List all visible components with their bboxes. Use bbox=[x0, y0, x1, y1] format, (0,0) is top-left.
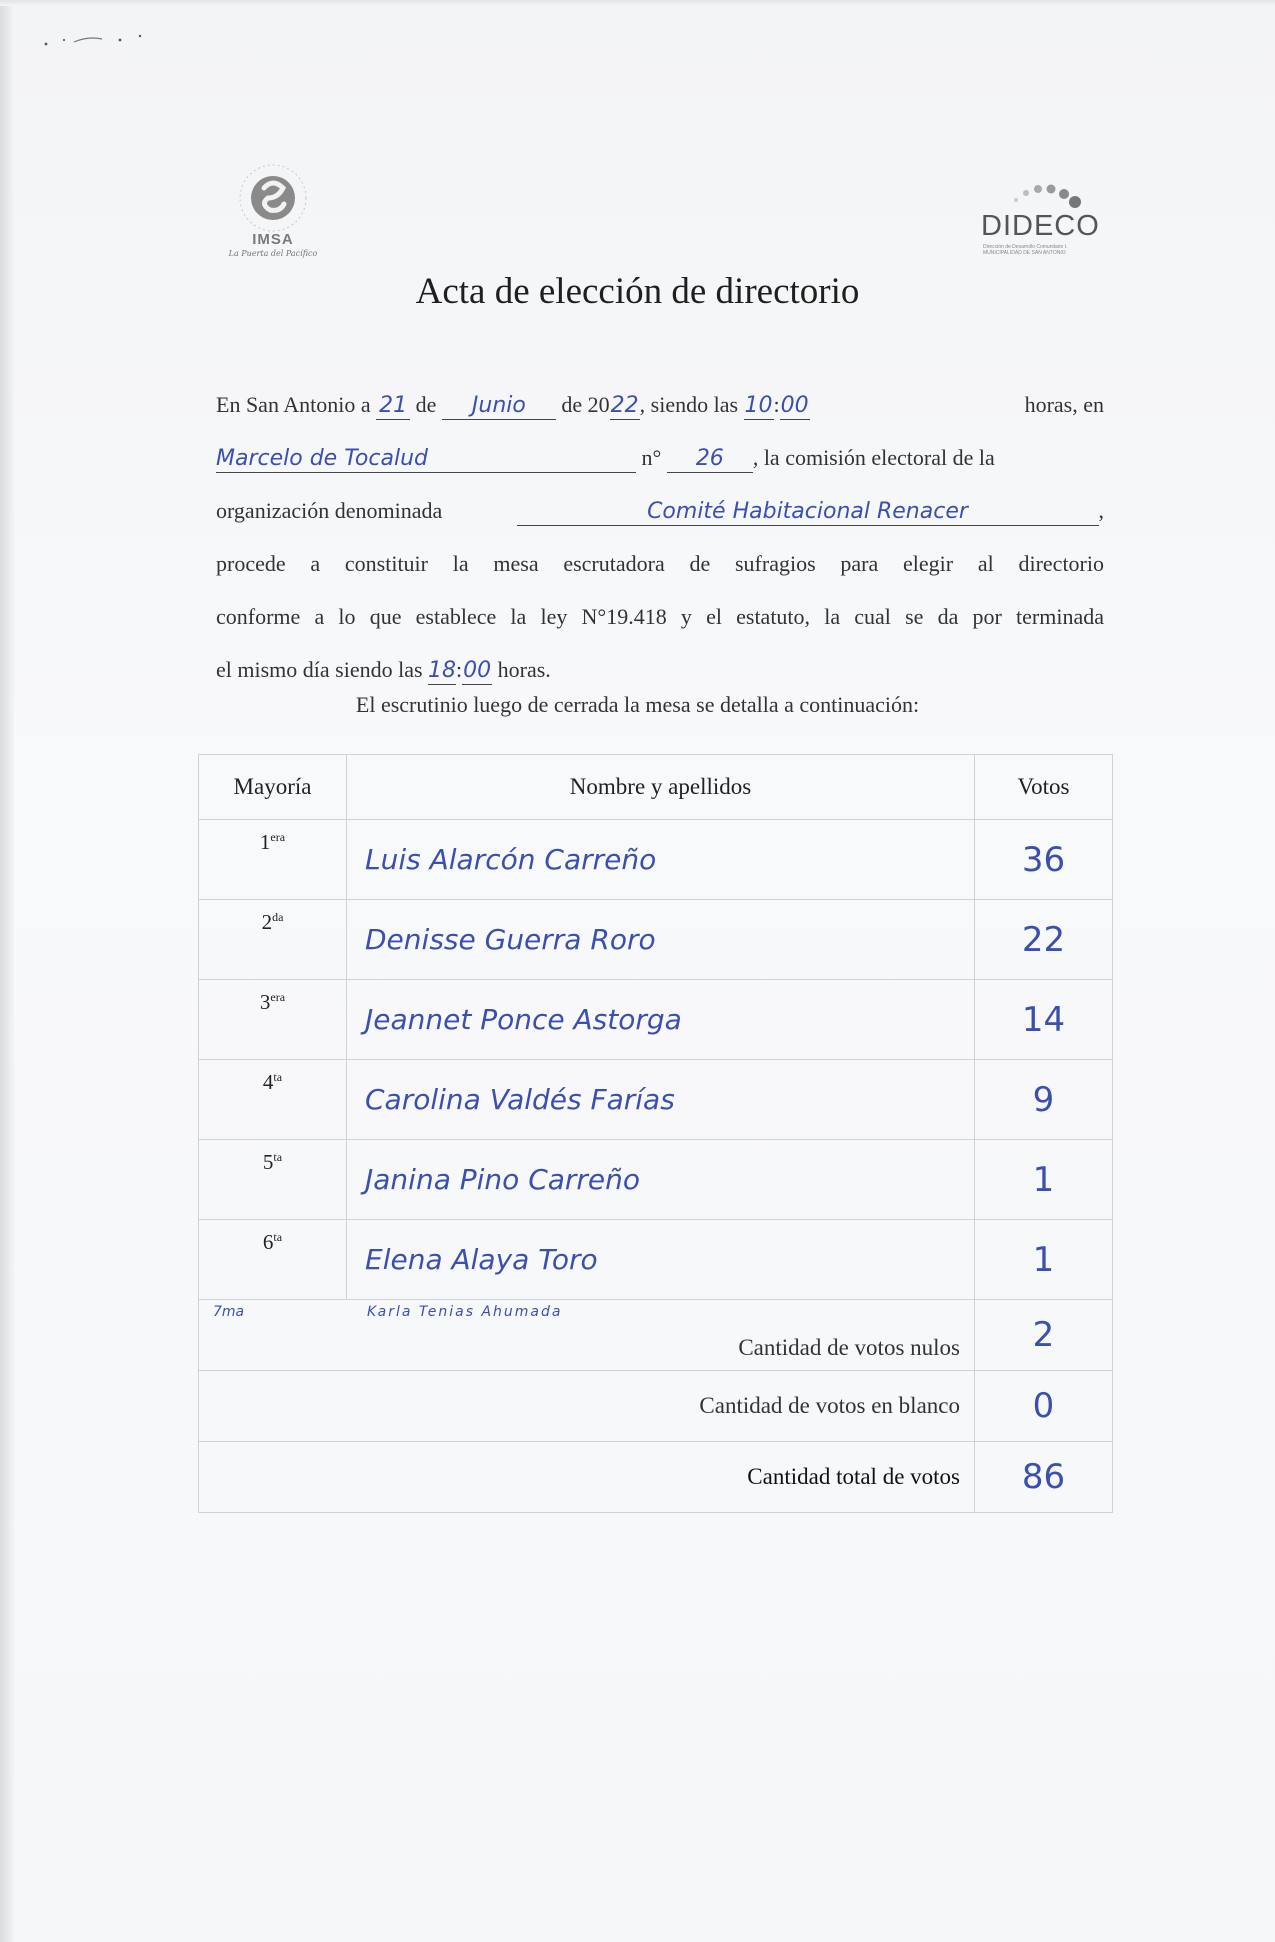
rank-cell: $6^{ta}$ bbox=[199, 1220, 347, 1300]
acta-org-name: Comité Habitacional Renacer bbox=[517, 499, 1099, 526]
acta-l1-de2: de 20 bbox=[561, 392, 610, 417]
candidate-name: Elena Alaya Toro bbox=[347, 1220, 975, 1300]
candidate-name: Luis Alarcón Carreño bbox=[347, 820, 975, 900]
header-name: Nombre y apellidos bbox=[347, 755, 975, 820]
acta-l2-suffix: , la comisión electoral de la bbox=[752, 445, 995, 470]
acta-l1-siendo: , siendo las bbox=[639, 392, 739, 417]
acta-location: Marcelo de Tocalud bbox=[216, 446, 636, 473]
dideco-logo bbox=[978, 178, 1108, 258]
summary-value: 86 bbox=[975, 1442, 1113, 1513]
acta-number: 26 bbox=[667, 446, 753, 473]
candidate-name: Janina Pino Carreño bbox=[347, 1140, 975, 1220]
rank-cell: $1^{era}$ bbox=[199, 820, 347, 900]
acta-start-colon: : bbox=[773, 392, 780, 417]
extra-candidate-name: Karla Tenias Ahumada bbox=[367, 1304, 563, 1320]
page-title: Acta de elección de directorio bbox=[415, 271, 860, 312]
extra-candidate-rank: 7ma bbox=[213, 1304, 245, 1320]
candidate-name: Carolina Valdés Farías bbox=[347, 1060, 975, 1140]
table-row bbox=[199, 1140, 1113, 1220]
header-rank: Mayoría bbox=[199, 755, 347, 820]
header-votes: Votos bbox=[975, 755, 1113, 820]
acta-month: Junio bbox=[442, 393, 556, 420]
table-row bbox=[199, 900, 1113, 980]
dideco-logo-word: DIDECO bbox=[981, 210, 1100, 242]
rank-cell: $3^{era}$ bbox=[199, 980, 347, 1060]
rank-cell: $5^{ta}$ bbox=[199, 1140, 347, 1220]
acta-paragraph bbox=[216, 378, 1104, 696]
candidate-votes: 9 bbox=[975, 1060, 1113, 1140]
table-row bbox=[199, 980, 1113, 1060]
summary-row-blanco bbox=[199, 1371, 1113, 1442]
table-row bbox=[199, 1060, 1113, 1140]
acta-end-minutes: 00 bbox=[463, 658, 492, 683]
acta-line-5: conforme a lo que establece la ley N°19.418 y el estatuto, la cual se da por terminada bbox=[216, 604, 1104, 629]
summary-row-nulos bbox=[199, 1300, 1113, 1371]
candidate-name: Denisse Guerra Roro bbox=[347, 900, 975, 980]
imsa-logo-motto: La Puerta del Pacífico bbox=[228, 249, 318, 258]
candidate-votes: 1 bbox=[975, 1140, 1113, 1220]
acta-year-suffix: 22 bbox=[610, 393, 639, 418]
acta-line-3 bbox=[216, 484, 1104, 537]
acta-end-hour: 18 bbox=[428, 658, 457, 683]
summary-label: Cantidad total de votos bbox=[199, 1442, 975, 1513]
acta-start-hour: 10 bbox=[744, 393, 773, 418]
acta-l1-de1: de bbox=[415, 392, 437, 417]
acta-line-6 bbox=[216, 643, 1104, 696]
summary-value: 2 bbox=[975, 1300, 1113, 1371]
scrutiny-intro: El escrutinio luego de cerrada la mesa se detalla a continuación: bbox=[355, 692, 920, 717]
acta-number-label: n° bbox=[641, 445, 662, 470]
summary-value: 0 bbox=[975, 1371, 1113, 1442]
imsa-logo bbox=[208, 148, 338, 268]
summary-label-cell bbox=[199, 1300, 975, 1371]
imsa-logo-name: IMSA bbox=[252, 231, 294, 248]
summary-label: Cantidad de votos nulos bbox=[738, 1335, 960, 1360]
summary-label: Cantidad de votos en blanco bbox=[199, 1371, 975, 1442]
candidate-votes: 36 bbox=[975, 820, 1113, 900]
dideco-logo-subtitle: Dirección de Desarrollo Comunitario I. MUNICIPALIDAD DE SAN ANTONIO bbox=[983, 244, 1068, 256]
candidate-votes: 1 bbox=[975, 1220, 1113, 1300]
acta-line-1 bbox=[216, 378, 1104, 431]
acta-l6-prefix: el mismo día siendo las bbox=[216, 657, 423, 682]
dideco-dots-icon bbox=[978, 178, 1088, 210]
acta-line-4: procede a constituir la mesa escrutadora de sufragios para elegir al directorio bbox=[216, 551, 1104, 576]
results-table bbox=[198, 754, 1113, 1513]
scan-shadow-top bbox=[0, 0, 1275, 6]
table-row bbox=[199, 820, 1113, 900]
table-row bbox=[199, 1220, 1113, 1300]
candidate-name: Jeannet Ponce Astorga bbox=[347, 980, 975, 1060]
acta-start-minutes: 00 bbox=[780, 393, 809, 418]
rank-cell: $2^{da}$ bbox=[199, 900, 347, 980]
rank-cell: $4^{ta}$ bbox=[199, 1060, 347, 1140]
acta-l6-suffix: horas. bbox=[497, 657, 551, 682]
imsa-emblem-icon bbox=[208, 148, 338, 232]
acta-day: 21 bbox=[376, 393, 410, 420]
candidate-votes: 22 bbox=[975, 900, 1113, 980]
acta-end-colon: : bbox=[456, 657, 463, 682]
acta-line-2 bbox=[216, 431, 1104, 484]
table-header-row bbox=[199, 755, 1113, 820]
acta-l1-suffix: horas, en bbox=[1024, 392, 1104, 417]
scan-specks bbox=[40, 30, 150, 50]
acta-org-label: organización denominada bbox=[216, 498, 443, 523]
summary-row-total bbox=[199, 1442, 1113, 1513]
acta-l1-prefix: En San Antonio a bbox=[216, 392, 371, 417]
candidate-votes: 14 bbox=[975, 980, 1113, 1060]
acta-org-suffix: , bbox=[1098, 498, 1104, 523]
